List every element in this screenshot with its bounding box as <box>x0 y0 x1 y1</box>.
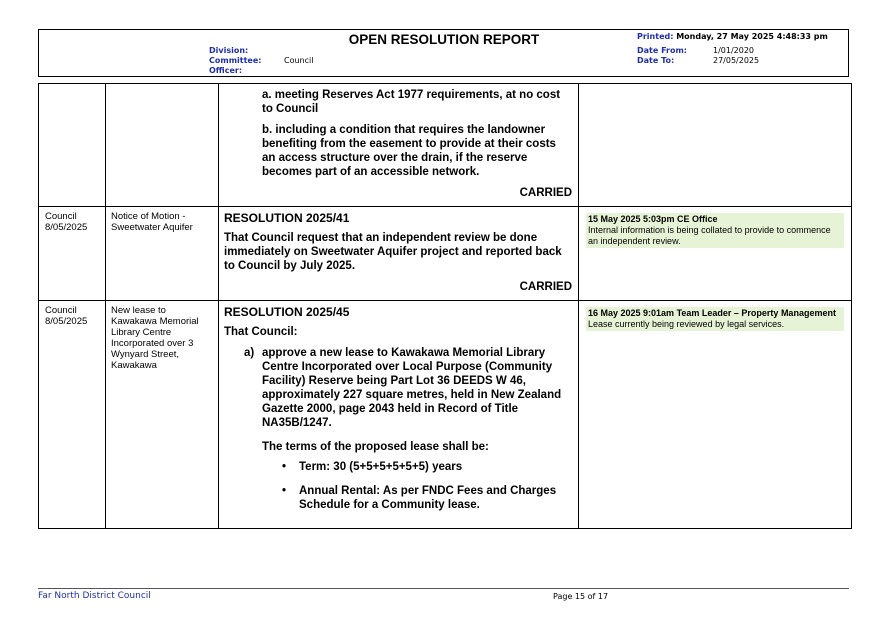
date-to-value: 27/05/2025 <box>713 56 760 65</box>
meeting-date: 8/05/2025 <box>45 222 88 233</box>
subject-cell: New lease to Kawakawa Memorial Library Centre Incorporated over 3 Wynyard Street, Kawakawa <box>106 301 219 529</box>
note-text: Lease currently being reviewed by legal services. <box>588 319 785 329</box>
item-letter: a) <box>244 347 255 359</box>
item-text: approve a new lease to Kawakawa Memorial Library Centre Incorporated over Local Purpose (Community Facility) Reserve being Part Lot 36 DEEDS W 46, approximately 227 square metres, held in New Zealand Gazette 2000, page 2043 held in Record of Title NA35B/1247. <box>262 347 562 429</box>
printed-value: Monday, 27 May 2025 4:48:33 pm <box>676 32 828 41</box>
terms-intro: The terms of the proposed lease shall be: <box>262 441 489 453</box>
meeting-cell <box>39 84 106 207</box>
list-item <box>224 460 573 474</box>
progress-note <box>586 307 844 331</box>
resolution-cell <box>219 207 579 301</box>
printed-stamp <box>637 32 828 41</box>
printed-label: Printed: <box>637 32 674 41</box>
resolution-item: a. meeting Reserves Act 1977 requirements, at no cost to Council <box>262 89 561 115</box>
meeting-cell <box>39 301 106 529</box>
resolution-text: That Council request that an independent review be done immediately on Sweetwater Aquifer project and reported back to Council by July 2025. <box>224 232 562 272</box>
list-item-text: Annual Rental: As per FNDC Fees and Charges Schedule for a Community lease. <box>299 485 557 511</box>
date-to-label: Date To: <box>637 56 675 65</box>
meeting-name: Council <box>45 211 77 222</box>
date-labels <box>637 46 687 66</box>
notes-cell <box>579 301 852 529</box>
report-title: OPEN RESOLUTION REPORT <box>348 32 540 47</box>
resolutions-table <box>38 83 852 529</box>
page-number: Page 15 of 17 <box>553 592 609 601</box>
resolution-cell <box>219 84 579 207</box>
meeting-cell <box>39 207 106 301</box>
status-carried: CARRIED <box>519 187 572 199</box>
resolution-cell <box>219 301 579 529</box>
bullet-icon: • <box>282 461 287 473</box>
footer-organisation: Far North District Council <box>38 591 151 601</box>
meeting-date: 8/05/2025 <box>45 316 88 327</box>
table-row <box>39 301 852 529</box>
division-label: Division: <box>209 46 249 55</box>
date-from-label: Date From: <box>637 46 688 55</box>
date-values <box>713 46 759 66</box>
resolution-title: RESOLUTION 2025/45 <box>224 305 350 319</box>
progress-note <box>586 213 844 248</box>
resolution-intro: That Council: <box>224 326 298 338</box>
committee-value: Council <box>284 56 314 65</box>
list-item-text: Term: 30 (5+5+5+5+5+5) years <box>299 461 463 473</box>
bullet-icon: • <box>282 485 287 497</box>
note-header: 16 May 2025 9:01am Team Leader – Property Management <box>588 308 836 318</box>
committee-label: Committee: <box>209 56 262 65</box>
note-header: 15 May 2025 5:03pm CE Office <box>588 214 718 224</box>
list-item <box>224 484 573 512</box>
status-carried: CARRIED <box>519 281 572 293</box>
header-labels <box>209 46 261 76</box>
officer-label: Officer: <box>209 66 243 75</box>
subject-cell: Notice of Motion - Sweetwater Aquifer <box>106 207 219 301</box>
resolution-item: b. including a condition that requires the landowner benefiting from the easement to provide at their costs an access structure over the drain, if the reserve becomes part of an accessible network. <box>262 124 556 178</box>
subject-cell <box>106 84 219 207</box>
table-row <box>39 207 852 301</box>
notes-cell <box>579 84 852 207</box>
meeting-name: Council <box>45 305 77 316</box>
resolution-item <box>224 346 573 430</box>
resolution-title: RESOLUTION 2025/41 <box>224 211 350 225</box>
date-from-value: 1/01/2020 <box>713 46 755 55</box>
notes-cell <box>579 207 852 301</box>
footer-divider <box>38 588 849 589</box>
note-text: Internal information is being collated to provide to commence an independent review. <box>588 225 831 246</box>
report-header <box>38 29 849 77</box>
table-row <box>39 84 852 207</box>
